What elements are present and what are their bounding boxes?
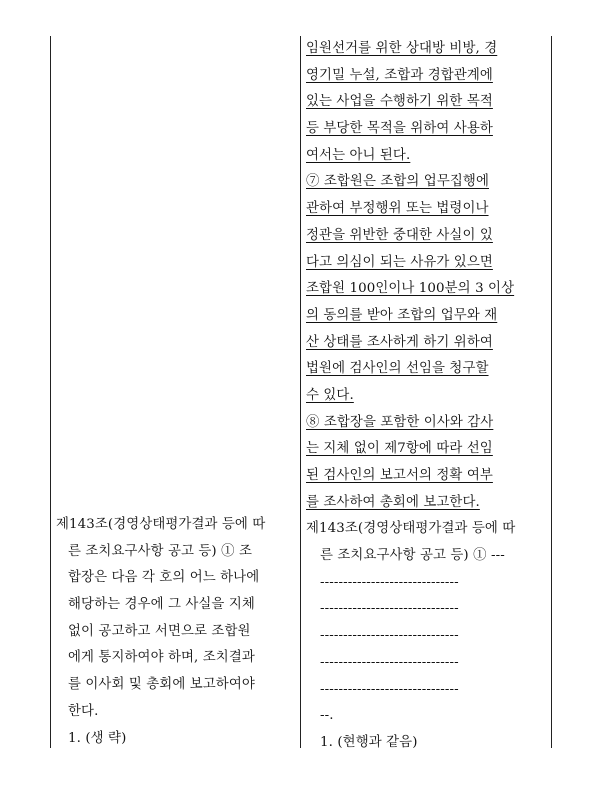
amendment-line: 등 부당한 목적을 위하여 사용하	[306, 121, 493, 137]
article-item: 1. (생 략)	[68, 730, 127, 746]
article-title: 제143조(경영상태평가결과 등에 따	[56, 517, 266, 532]
article-line: ------------------------------	[320, 601, 459, 617]
article-line: 해당하는 경우에 그 사실을 지체	[68, 597, 255, 613]
amendment-line: 관하여 부정행위 또는 법령이나	[306, 201, 489, 217]
article-line: 른 조치요구사항 공고 등) ① 조	[68, 543, 252, 559]
amendment-line: 법원에 검사인의 선임을 청구할	[306, 361, 489, 377]
amendment-line: 정관을 위반한 중대한 사실이 있	[306, 227, 493, 243]
amendment-line: 영기밀 누설, 조합과 경합관계에	[306, 67, 493, 83]
article-title: 제143조(경영상태평가결과 등에 따	[306, 521, 516, 537]
table-border-right	[551, 36, 552, 748]
amendment-line: 수 있다.	[306, 387, 354, 403]
amendment-line: 조합원 100인이나 100분의 3 이상	[306, 281, 515, 297]
article-line: 합장은 다음 각 호의 어느 하나에	[68, 570, 260, 586]
article-line: 한다.	[68, 703, 99, 719]
comparison-table	[50, 0, 552, 760]
amendment-line: ⑧ 조합장을 포함한 이사와 감사	[306, 414, 494, 430]
article-line: ------------------------------	[320, 654, 459, 670]
amendment-line: 된 검사인의 보고서의 정확 여부	[306, 468, 493, 483]
table-border-left	[50, 36, 51, 748]
article-line: --.	[320, 708, 334, 724]
amendment-line: 다고 의심이 되는 사유가 있으면	[306, 254, 493, 270]
article-line: ------------------------------	[320, 681, 459, 697]
amendment-line: 여서는 아니 된다.	[306, 147, 411, 163]
article-line: 에게 통지하여야 하며, 조치결과	[68, 650, 255, 666]
amendment-line: ⑦ 조합원은 조합의 업무집행에	[306, 174, 489, 190]
article-item: 1. (현행과 같음)	[320, 734, 418, 750]
amendment-line: 임원선거를 위한 상대방 비방, 경	[306, 41, 498, 56]
article-line: 없이 공고하고 서면으로 조합원	[68, 623, 251, 639]
article-line: ------------------------------	[320, 628, 459, 644]
amendment-line: 는 지체 없이 제7항에 따라 선임	[306, 441, 493, 457]
article-line: 른 조치요구사항 공고 등) ① ---	[320, 548, 505, 564]
amendment-line: 를 조사하여 총회에 보고한다.	[306, 494, 480, 510]
table-column-divider	[300, 36, 301, 748]
amendment-line: 의 동의를 받아 조합의 업무와 재	[306, 307, 498, 323]
article-line: 를 이사회 및 총회에 보고하여야	[68, 677, 255, 693]
amendment-line: 있는 사업을 수행하기 위한 목적	[306, 94, 493, 110]
current-column	[56, 512, 296, 752]
amended-column	[306, 36, 548, 757]
article-line: ------------------------------	[320, 574, 459, 590]
amendment-line: 산 상태를 조사하게 하기 위하여	[306, 334, 493, 350]
